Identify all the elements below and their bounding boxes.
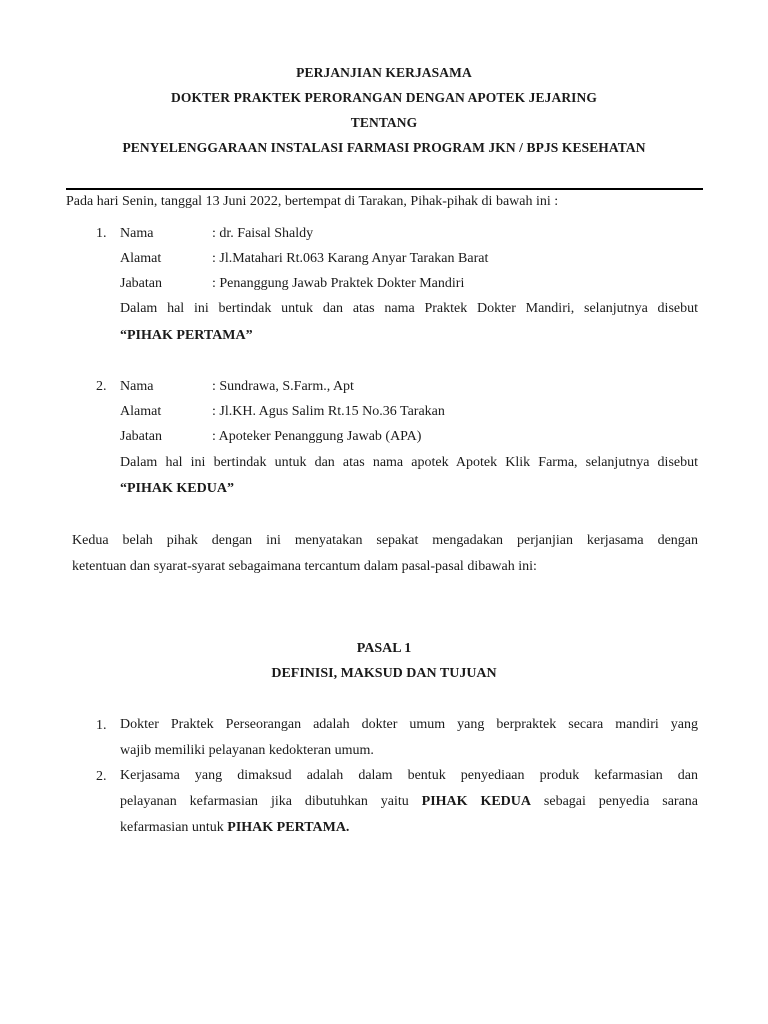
title-line-4: PENYELENGGARAAN INSTALASI FARMASI PROGRAM JKN / BPJS KESEHATAN [122, 140, 646, 155]
pasal1-item1-line-2: wajib memiliki pelayanan kedokteran umum. [120, 743, 374, 758]
intro-text: Pada hari Senin, tanggal 13 Juni 2022, bertempat di Tarakan, Pihak-pihak di bawah ini : [66, 194, 559, 209]
party1-name-label: Nama [120, 226, 154, 241]
pasal1-item2-line-3-pre: kefarmasian untuk [120, 820, 224, 835]
pasal1-item1-line-1: Dokter Praktek Perseorangan adalah dokter umum yang berpraktek secara mandiri yang [120, 717, 698, 732]
pasal1-item2-line-3-bold: PIHAK PERTAMA. [227, 820, 350, 835]
pasal1-subheading: DEFINISI, MAKSUD DAN TUJUAN [271, 666, 497, 681]
pasal1-item2-line-2-post: sebagai penyedia sarana [543, 794, 698, 809]
pasal1-item2-number: 2. [96, 769, 107, 784]
party1-designation: “PIHAK PERTAMA” [120, 328, 253, 343]
agreement-line-1: Kedua belah pihak dengan ini menyatakan sepakat mengadakan perjanjian kerjasama dengan [72, 533, 698, 548]
party2-name-value: : Sundrawa, S.Farm., Apt [212, 379, 354, 394]
pasal1-item2-line-2 [120, 789, 698, 815]
title-line-1: PERJANJIAN KERJASAMA [296, 65, 472, 80]
agreement-paragraph [72, 528, 698, 580]
header-divider [66, 188, 703, 190]
party2-position-value: : Apoteker Penanggung Jawab (APA) [212, 429, 422, 444]
party2-designation: “PIHAK KEDUA” [120, 481, 234, 496]
party2-name-label: Nama [120, 379, 154, 394]
pasal1-item1-text [120, 712, 698, 764]
party1-number: 1. [96, 226, 107, 241]
pasal1-heading: PASAL 1 [356, 641, 412, 656]
party1-address-label: Alamat [120, 251, 162, 266]
party1-name-value: : dr. Faisal Shaldy [212, 226, 314, 241]
party2-address-label: Alamat [120, 404, 162, 419]
party1-statement-line: Dalam hal ini bertindak untuk dan atas nama Praktek Dokter Mandiri, selanjutnya disebut [120, 301, 698, 316]
pasal1-item2-line-2-pre: pelayanan kefarmasian jika dibutuhkan yaitu [120, 794, 409, 809]
party2-statement [120, 450, 698, 476]
party1-position-label: Jabatan [120, 276, 162, 291]
pasal1-item2-text [120, 763, 698, 841]
party1-address-value: : Jl.Matahari Rt.063 Karang Anyar Tarakan Barat [212, 251, 489, 266]
pasal1-item2-line-3 [120, 815, 698, 841]
title-line-2: DOKTER PRAKTEK PERORANGAN DENGAN APOTEK JEJARING [171, 90, 597, 105]
pasal1-item2-line-1: Kerjasama yang dimaksud adalah dalam bentuk penyediaan produk kefarmasian dan [120, 768, 698, 783]
pasal1-item2-line-2-bold: PIHAK KEDUA [421, 794, 532, 809]
party2-number: 2. [96, 379, 107, 394]
party1-statement [120, 296, 698, 322]
agreement-line-2: ketentuan dan syarat-syarat sebagaimana tercantum dalam pasal-pasal dibawah ini: [72, 559, 537, 574]
document-title [0, 60, 768, 160]
pasal1-item1-number: 1. [96, 718, 107, 733]
party2-statement-line: Dalam hal ini bertindak untuk dan atas nama apotek Apotek Klik Farma, selanjutnya disebut [120, 455, 698, 470]
party2-address-value: : Jl.KH. Agus Salim Rt.15 No.36 Tarakan [212, 404, 445, 419]
party1-position-value: : Penanggung Jawab Praktek Dokter Mandiri [212, 276, 465, 291]
title-line-3: TENTANG [350, 115, 418, 130]
party2-position-label: Jabatan [120, 429, 162, 444]
